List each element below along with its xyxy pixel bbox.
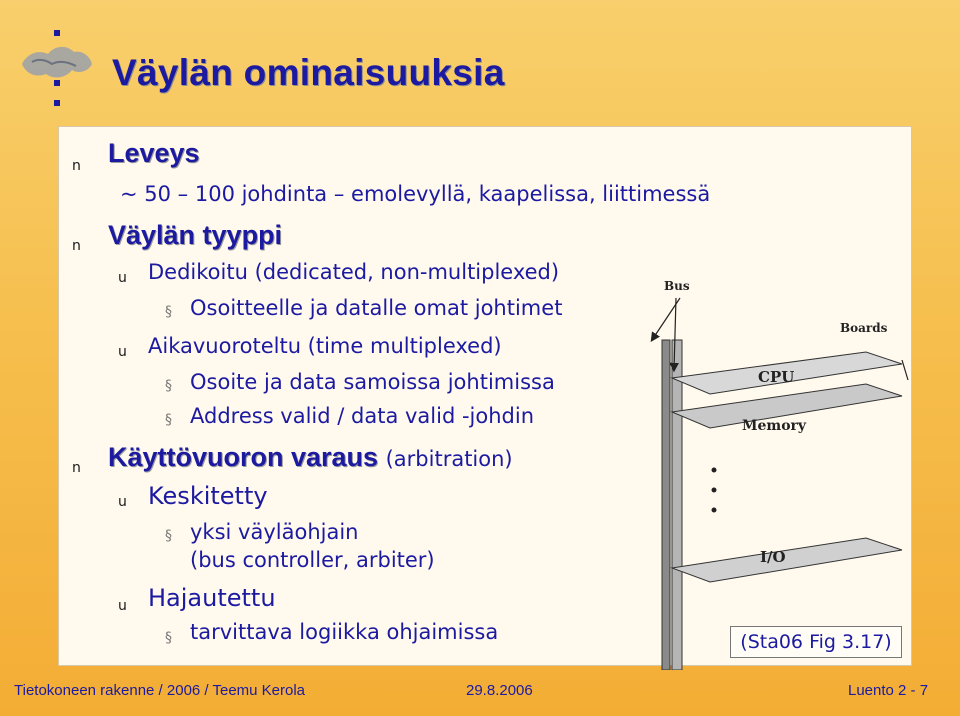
- bullet-marker: §: [165, 528, 172, 544]
- boards-pointer: [902, 360, 908, 380]
- bullet-marker: §: [165, 378, 172, 394]
- label-boards: Boards: [840, 321, 888, 335]
- type-multiplexed-sub2: Address valid / data valid -johdin: [190, 404, 535, 428]
- arbitration-centralized-sub2: (bus controller, arbiter): [190, 548, 435, 572]
- board-io: [672, 538, 902, 582]
- footer-page: Luento 2 - 7: [848, 682, 929, 699]
- type-dedicated: Dedikoitu (dedicated, non-multiplexed): [148, 260, 560, 284]
- bullet-marker: §: [165, 630, 172, 646]
- slide-title: Väylän ominaisuuksia: [112, 52, 505, 93]
- heading-arbitration: [108, 442, 513, 473]
- bullet-marker: n: [72, 238, 81, 254]
- bus-boards-diagram: [640, 270, 912, 670]
- bullet-marker: §: [165, 412, 172, 428]
- university-logo-icon: [18, 22, 108, 112]
- arbitration-centralized-sub1: yksi väyläohjain: [190, 520, 359, 544]
- ellipsis-dot: [712, 508, 717, 513]
- label-io: I/O: [760, 548, 786, 566]
- heading-arbitration-text: Käyttövuoron varaus: [108, 442, 379, 472]
- heading-bus-type: Väylän tyyppi: [108, 220, 283, 250]
- bullet-marker: u: [118, 598, 127, 614]
- bullet-marker: n: [72, 158, 81, 174]
- label-memory: Memory: [742, 418, 807, 434]
- ellipsis-dot: [712, 468, 717, 473]
- bullet-marker: §: [165, 304, 172, 320]
- label-bus: Bus: [664, 279, 690, 293]
- heading-arbitration-suffix: (arbitration): [385, 447, 513, 471]
- type-dedicated-sub: Osoitteelle ja datalle omat johtimet: [190, 296, 563, 320]
- width-detail: ~ 50 – 100 johdinta – emolevyllä, kaapelissa, liittimessä: [120, 182, 711, 206]
- arbitration-distributed-sub: tarvittava logiikka ohjaimissa: [190, 620, 499, 644]
- footer-left: Tietokoneen rakenne / 2006 / Teemu Kerola: [14, 682, 306, 699]
- bullet-marker: u: [118, 344, 127, 360]
- figure-citation: (Sta06 Fig 3.17): [730, 626, 902, 658]
- arbitration-centralized: Keskitetty: [148, 482, 268, 510]
- ellipsis-dot: [712, 488, 717, 493]
- bullet-marker: u: [118, 270, 127, 286]
- label-cpu: CPU: [758, 368, 795, 386]
- bullet-marker: u: [118, 494, 127, 510]
- bus-backplane-left: [662, 340, 670, 670]
- bullet-marker: n: [72, 460, 81, 476]
- arbitration-distributed: Hajautettu: [148, 584, 276, 612]
- bus-backplane-right: [672, 340, 682, 670]
- type-multiplexed: Aikavuoroteltu (time multiplexed): [148, 334, 502, 358]
- heading-width: Leveys: [108, 138, 200, 168]
- type-multiplexed-sub1: Osoite ja data samoissa johtimissa: [190, 370, 555, 394]
- footer-date: 29.8.2006: [466, 682, 533, 699]
